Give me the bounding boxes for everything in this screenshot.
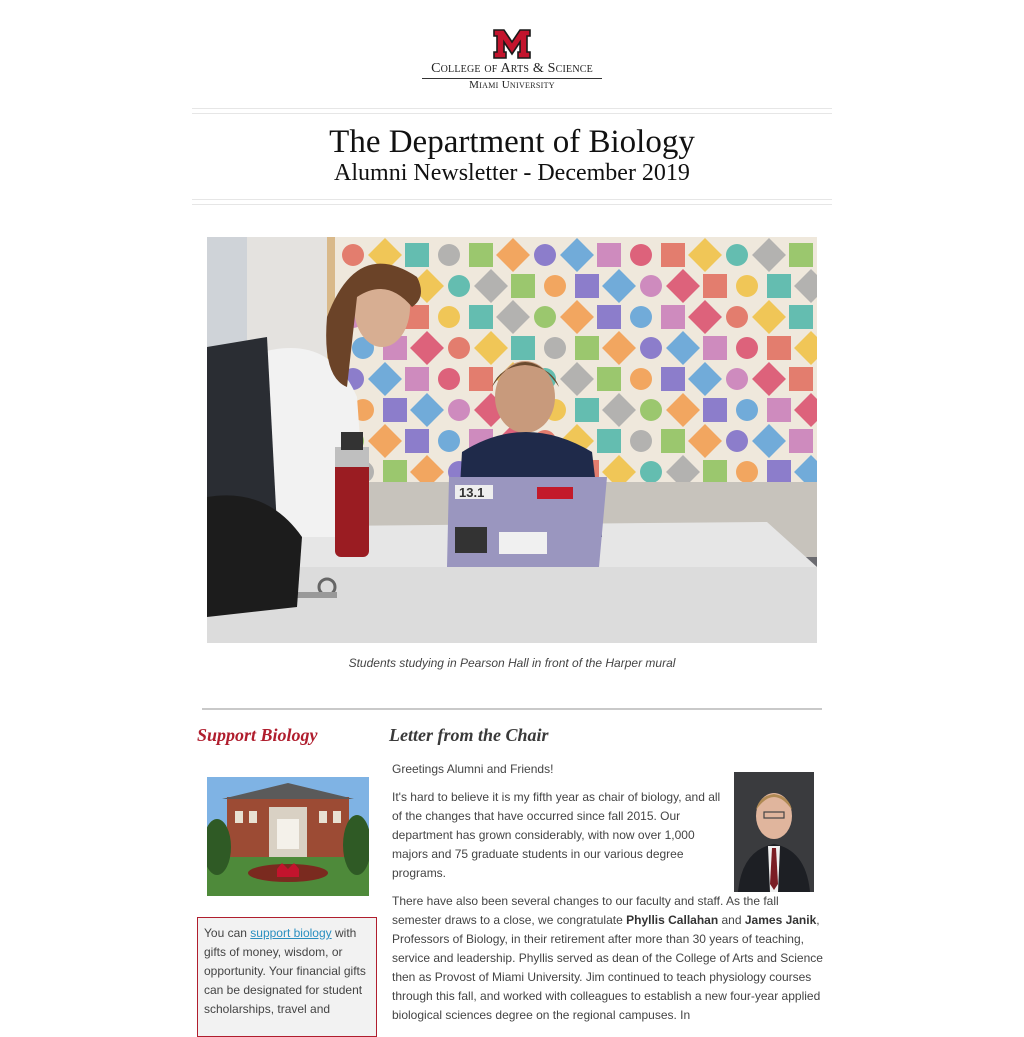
mural-tile [703,398,727,422]
mural-tile [767,398,791,422]
header-divider-bottom [192,199,832,205]
mural-tile [544,337,566,359]
mural-tile [448,399,470,421]
mural-tile [597,429,621,453]
mural-tile [736,399,758,421]
mural-tile [703,274,727,298]
mural-tile [438,368,460,390]
mural-tile [736,337,758,359]
newsletter-title: The Department of Biology [329,124,695,160]
mural-tile [630,430,652,452]
support-text-start: You can [204,926,251,940]
laptop-sticker-text: 13.1 [459,485,485,500]
retiree-name-janik: James Janik [744,913,817,927]
mural-tile [575,274,599,298]
miami-m-logo [492,28,532,60]
mural-tile [640,399,662,421]
mural-tile [703,460,727,484]
mural-tile [767,336,791,360]
mural-tile [405,243,429,267]
mural-tile [630,368,652,390]
mural-tile [448,337,470,359]
mural-tile [575,398,599,422]
support-biology-link[interactable]: support biology [250,926,332,940]
mural-tile [469,243,493,267]
hero-caption: Students studying in Pearson Hall in front of the Harper mural [348,656,676,670]
logo-university-name: Miami University [469,79,555,91]
mural-tile [789,367,813,391]
chair-portrait [734,772,814,892]
letter-greeting: Greetings Alumni and Friends! [392,762,554,776]
mural-tile [575,336,599,360]
p2-text-2: and [718,913,745,927]
mural-tile [726,430,748,452]
section-divider [202,708,822,710]
letter-paragraph-1: It's hard to believe it is my fifth year as chair of biology, and all of the changes that have occurred since fall 2015. Our department has grown considerably, with now over 1,000 majors and 75 graduate students in our various degree programs. [392,790,721,880]
mural-tile [469,305,493,329]
mural-tile [383,398,407,422]
mural-tile [640,337,662,359]
mural-tile [630,306,652,328]
mural-tile [789,429,813,453]
mural-tile [789,243,813,267]
mural-tile [438,430,460,452]
mural-tile [703,336,727,360]
mural-tile [640,275,662,297]
mural-tile [661,305,685,329]
mural-tile [789,305,813,329]
retiree-name-callahan: Phyllis Callahan [626,913,719,927]
mural-tile [511,274,535,298]
mural-tile [405,429,429,453]
hero-photo [207,237,817,643]
mural-tile [661,243,685,267]
mural-tile [597,367,621,391]
mural-tile [767,460,791,484]
header-divider-top [192,108,832,114]
mural-tile [661,429,685,453]
mural-tile [511,336,535,360]
newsletter-subtitle: Alumni Newsletter - December 2019 [334,160,690,186]
mural-tile [726,244,748,266]
mural-tile [726,368,748,390]
mural-tile [383,460,407,484]
mural-tile [736,275,758,297]
letter-heading: Letter from the Chair [389,725,549,745]
mural-tile [597,243,621,267]
mural-tile [726,306,748,328]
letter-paragraph-2 [392,892,824,1025]
mural-tile [438,306,460,328]
mural-tile [736,461,758,483]
p2-text-3: , Professors of Biology, in their retirement after more than 30 years of teaching, service and leadership. Phyllis served as dean of the College of Arts and Science then as Provost of Miami University. Jim continued to teach physiology courses through this fall, and worked with colleagues to establish a new four-year applied biological sciences degree on the regional campuses. In [392,913,823,1022]
support-biology-heading: Support Biology [197,725,318,745]
mural-tile [640,461,662,483]
mural-tile [534,306,556,328]
support-info-box [197,917,377,1037]
mural-tile [544,275,566,297]
mural-tile [534,244,556,266]
mural-tile [342,244,364,266]
mural-tile [630,244,652,266]
mural-tile [597,305,621,329]
logo-college-name: College of Arts & Science [431,61,593,76]
campus-building-photo [207,777,369,896]
mural-tile [661,367,685,391]
mural-tile [438,244,460,266]
mural-tile [767,274,791,298]
mural-tile [405,367,429,391]
mural-tile [448,275,470,297]
p2-text-1: There have also been several changes to our faculty and staff. As the fall semester draws to a close, we congratulate [392,894,779,927]
support-text-rest: with gifts of money, wisdom, or opportunity. Your financial gifts can be designated for student scholarships, travel and [204,926,366,1016]
mural-tile [469,367,493,391]
